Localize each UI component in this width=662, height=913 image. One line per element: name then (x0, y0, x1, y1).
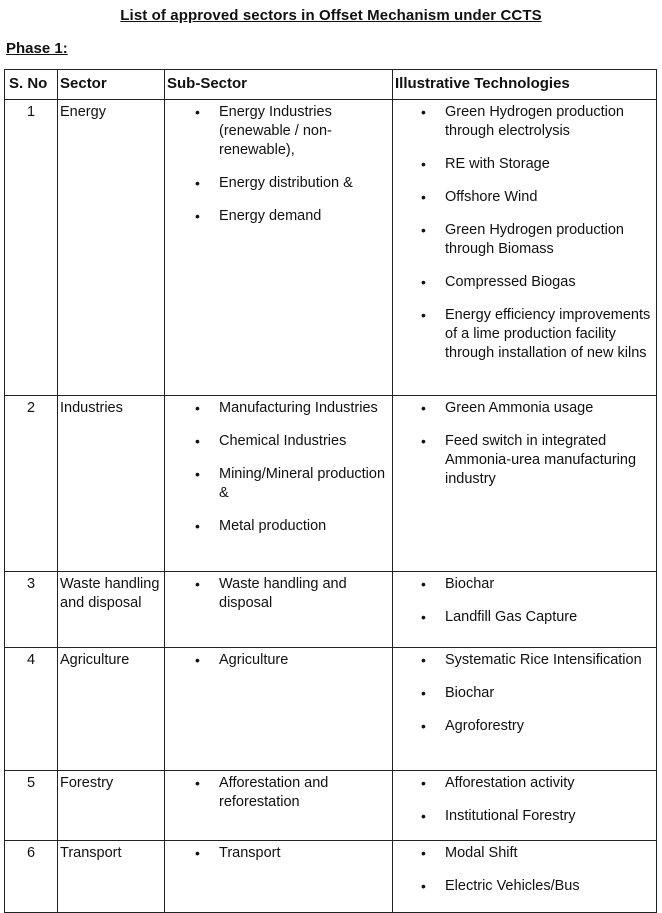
technology-item: • Green Hydrogen production through Biomass (445, 221, 652, 259)
sub-sector-item: • Mining/Mineral production & (219, 465, 386, 503)
technology-item: • Green Hydrogen production through electrolysis (445, 103, 652, 141)
sub-sector-item: • Chemical Industries (219, 432, 386, 451)
header-sub-sector: Sub-Sector (165, 70, 393, 100)
sub-sector-list (165, 648, 392, 670)
row-sno: 2 (5, 396, 58, 572)
technology-list (393, 771, 656, 826)
technology-list (393, 572, 656, 627)
technology-item: • Biochar (445, 684, 652, 703)
sub-sector-list (165, 396, 392, 536)
technology-item: • Agroforestry (445, 717, 652, 736)
sub-sector-list (165, 100, 392, 226)
technology-item: • Landfill Gas Capture (445, 608, 652, 627)
technology-item: • Electric Vehicles/Bus (445, 877, 652, 896)
technology-list (393, 841, 656, 896)
table-row (5, 648, 657, 771)
row-sector: Energy (58, 100, 165, 396)
row-sno: 1 (5, 100, 58, 396)
document-title: List of approved sectors in Offset Mechanism under CCTS (120, 7, 542, 24)
sub-sector-item: • Waste handling and disposal (219, 575, 386, 613)
technology-item: • Offshore Wind (445, 188, 652, 207)
row-sno: 4 (5, 648, 58, 771)
table-row (5, 771, 657, 841)
table-row (5, 396, 657, 572)
header-technologies: Illustrative Technologies (393, 70, 657, 100)
technology-item: • Afforestation activity (445, 774, 652, 793)
header-sector: Sector (58, 70, 165, 100)
technology-list (393, 648, 656, 736)
row-sector: Industries (58, 396, 165, 572)
sub-sector-item: • Agriculture (219, 651, 386, 670)
row-sector: Agriculture (58, 648, 165, 771)
technology-item: • RE with Storage (445, 155, 652, 174)
row-sector: Forestry (58, 771, 165, 841)
technology-list (393, 396, 656, 489)
sub-sector-list (165, 771, 392, 812)
sub-sector-list (165, 572, 392, 613)
technology-item: • Feed switch in integrated Ammonia-urea manufacturing industry (445, 432, 652, 489)
technology-item: • Modal Shift (445, 844, 652, 863)
technology-item: • Biochar (445, 575, 652, 594)
technology-item: • Compressed Biogas (445, 273, 652, 292)
technology-list (393, 100, 656, 363)
sectors-table (4, 69, 657, 913)
table-row (5, 100, 657, 396)
sub-sector-item: • Metal production (219, 517, 386, 536)
sub-sector-item: • Energy Industries (renewable / non-renewable), (219, 103, 386, 160)
table-row (5, 572, 657, 648)
sub-sector-list (165, 841, 392, 863)
row-sector: Transport (58, 841, 165, 913)
table-header-row (5, 70, 657, 100)
row-sno: 5 (5, 771, 58, 841)
row-sno: 3 (5, 572, 58, 648)
sub-sector-item: • Manufacturing Industries (219, 399, 386, 418)
sub-sector-item: • Afforestation and reforestation (219, 774, 386, 812)
sub-sector-item: • Transport (219, 844, 386, 863)
row-sno: 6 (5, 841, 58, 913)
technology-item: • Systematic Rice Intensification (445, 651, 652, 670)
technology-item: • Energy efficiency improvements of a lime production facility through installation of new kilns (445, 306, 652, 363)
table-row (5, 841, 657, 913)
technology-item: • Green Ammonia usage (445, 399, 652, 418)
row-sector: Waste handling and disposal (58, 572, 165, 648)
technology-item: • Institutional Forestry (445, 807, 652, 826)
phase-label: Phase 1: (6, 40, 68, 57)
sub-sector-item: • Energy demand (219, 207, 386, 226)
header-sno: S. No (5, 70, 58, 100)
sub-sector-item: • Energy distribution & (219, 174, 386, 193)
